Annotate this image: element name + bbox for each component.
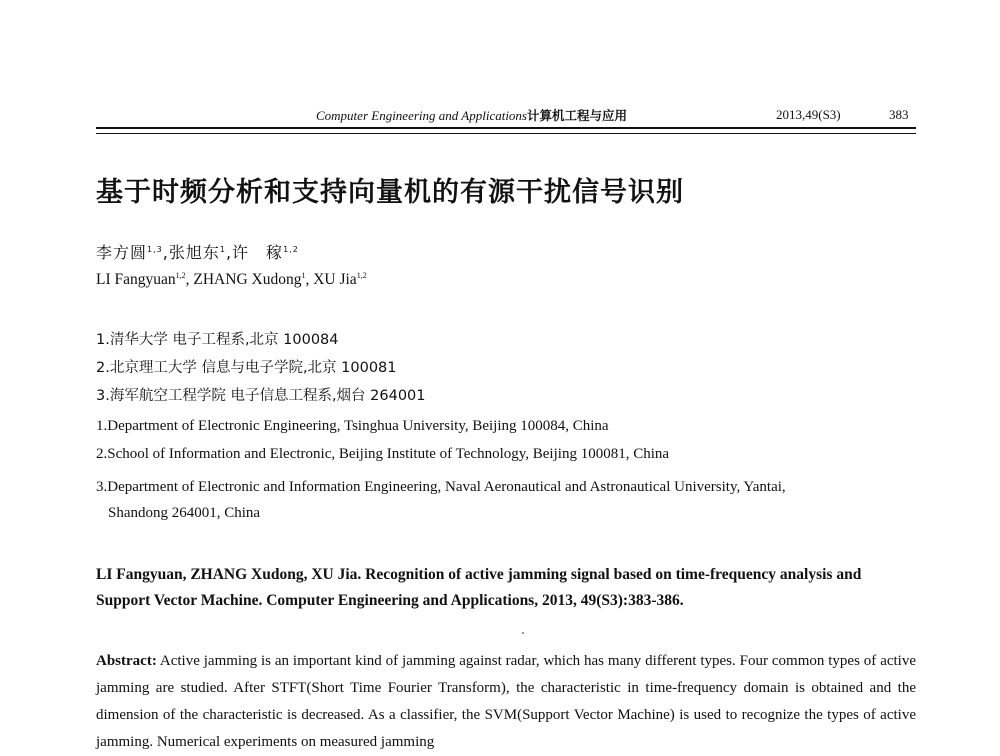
author-cn-name: 李方圆 — [96, 243, 148, 262]
author-en-name: ZHANG Xudong — [193, 271, 302, 288]
author-cn-sup: 1,3 — [147, 245, 163, 254]
running-header — [96, 104, 916, 128]
author-en-name: LI Fangyuan — [96, 271, 176, 288]
abstract-text: Active jamming is an important kind of jamming against radar, which has many different types. Four common types of active jamming are studied. After STFT(Short Time Fourier Transform), the characteristic in time-frequency domain is obtained and the dimension of the characteristic is decreased. As a classifier, the SVM(Support Vector Machine) is used to recognize the types of active jamming. Numerical experiments on measured jamming — [96, 653, 916, 750]
journal-name-cn: 计算机工程与应用 — [527, 108, 628, 123]
author-en-sup: 1 — [301, 271, 306, 280]
affiliation-en: 1.Department of Electronic Engineering, Tsinghua University, Beijing 100084, China — [96, 418, 609, 434]
stray-dot — [522, 632, 524, 634]
authors-en: LI Fangyuan$^{1,2}$, ZHANG Xudong$^1$, XU Jia$^{1,2}$ — [96, 271, 367, 288]
affiliation-en-line: 3.Department of Electronic and Information Engineering, Naval Aeronautical and Astronautical University, Yantai, — [96, 479, 786, 495]
abstract — [96, 648, 916, 756]
affiliation-cn: 3.海军航空工程学院 电子信息工程系,烟台 264001 — [96, 388, 426, 404]
affiliation-cn: 1.清华大学 电子工程系,北京 100084 — [96, 332, 339, 348]
header-rule-thick — [96, 127, 916, 129]
author-cn-name: 张旭东 — [168, 243, 220, 262]
authors-cn: 李方圆$^{1,3}$,张旭东$^1$,许 稼$^{1,2}$ — [96, 243, 299, 262]
citation: LI Fangyuan, ZHANG Xudong, XU Jia. Recognition of active jamming signal based on time-frequency analysis and Support Vector Machine. Computer Engineering and Applications, 2013, 49(S3):383-386. — [96, 566, 862, 609]
author-cn-sup: 1,2 — [283, 245, 299, 254]
issue-number: 2013,49(S3) — [776, 107, 841, 122]
affiliation-en: 2.School of Information and Electronic, Beijing Institute of Technology, Beijing 100081, China — [96, 446, 670, 462]
affiliation-en-line: Shandong 264001, China — [108, 505, 261, 521]
header-rule-thin — [96, 133, 916, 134]
affiliation-cn: 2.北京理工大学 信息与电子学院,北京 100081 — [96, 360, 397, 376]
author-en-name: XU Jia — [313, 271, 357, 288]
paper-title: 基于时频分析和支持向量机的有源干扰信号识别 — [96, 177, 684, 208]
journal-name: Computer Engineering and Applications计算机工程与应用 — [316, 108, 628, 123]
abstract-label: Abstract: — [96, 653, 157, 669]
author-en-sup: 1,2 — [175, 271, 186, 280]
page-number: 383 — [889, 107, 909, 122]
affiliation-en — [96, 474, 916, 526]
author-cn-name: 许 稼 — [232, 243, 284, 262]
author-cn-sup: 1 — [219, 245, 226, 254]
author-en-sup: 1,2 — [356, 271, 367, 280]
